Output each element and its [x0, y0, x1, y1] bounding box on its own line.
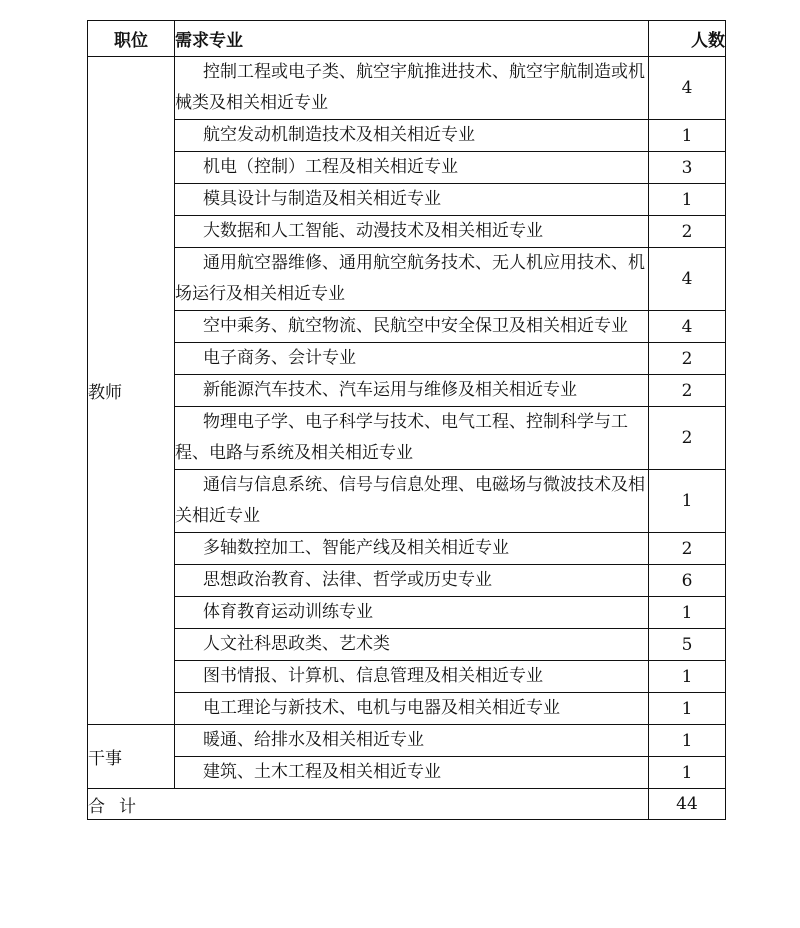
- major-cell: [175, 375, 649, 407]
- header-row: [88, 21, 726, 57]
- count-cell: 2: [649, 533, 726, 565]
- major-text: 控制工程或电子类、航空宇航推进技术、航空宇航制造或机械类及相关相近专业: [175, 62, 645, 113]
- table-row: [88, 57, 726, 120]
- count-cell: 2: [649, 216, 726, 248]
- major-cell: [175, 57, 649, 120]
- major-text: 图书情报、计算机、信息管理及相关相近专业: [203, 666, 543, 686]
- major-text: 空中乘务、航空物流、民航空中安全保卫及相关相近专业: [203, 316, 628, 336]
- table-row: [88, 597, 726, 629]
- major-text: 暖通、给排水及相关相近专业: [203, 730, 424, 750]
- count-cell: 2: [649, 407, 726, 470]
- major-cell: [175, 216, 649, 248]
- recruitment-table: [87, 20, 726, 820]
- count-cell: 1: [649, 184, 726, 216]
- count-cell: 5: [649, 629, 726, 661]
- count-cell: 1: [649, 757, 726, 789]
- major-header: 需求专业: [175, 21, 649, 57]
- count-cell: 1: [649, 661, 726, 693]
- table-row: [88, 184, 726, 216]
- count-cell: 1: [649, 470, 726, 533]
- major-cell: [175, 407, 649, 470]
- major-cell: [175, 470, 649, 533]
- count-cell: 4: [649, 57, 726, 120]
- count-header: 人数: [649, 21, 726, 57]
- total-label: 合计: [88, 789, 649, 820]
- table-row: [88, 757, 726, 789]
- table-row: [88, 693, 726, 725]
- position-cell: 干事: [88, 725, 175, 789]
- position-header: 职位: [88, 21, 175, 57]
- major-cell: [175, 248, 649, 311]
- major-text: 物理电子学、电子科学与技术、电气工程、控制科学与工程、电路与系统及相关相近专业: [175, 412, 628, 463]
- major-cell: [175, 343, 649, 375]
- count-cell: 2: [649, 343, 726, 375]
- major-cell: [175, 725, 649, 757]
- table-row: [88, 407, 726, 470]
- table-row: [88, 533, 726, 565]
- major-cell: [175, 311, 649, 343]
- table-row: [88, 470, 726, 533]
- major-text: 多轴数控加工、智能产线及相关相近专业: [203, 538, 509, 558]
- major-text: 体育教育运动训练专业: [203, 602, 373, 622]
- major-cell: [175, 533, 649, 565]
- table-row: [88, 725, 726, 757]
- table-row: [88, 565, 726, 597]
- table-row: [88, 629, 726, 661]
- count-cell: 4: [649, 248, 726, 311]
- major-text: 机电（控制）工程及相关相近专业: [203, 157, 458, 177]
- major-text: 航空发动机制造技术及相关相近专业: [203, 125, 475, 145]
- table-body: [88, 57, 726, 789]
- total-row: [88, 789, 726, 820]
- count-cell: 3: [649, 152, 726, 184]
- major-text: 新能源汽车技术、汽车运用与维修及相关相近专业: [203, 380, 577, 400]
- position-cell: 教师: [88, 57, 175, 725]
- count-cell: 1: [649, 725, 726, 757]
- table-row: [88, 311, 726, 343]
- count-cell: 2: [649, 375, 726, 407]
- major-text: 思想政治教育、法律、哲学或历史专业: [203, 570, 492, 590]
- major-text: 模具设计与制造及相关相近专业: [203, 189, 441, 209]
- major-cell: [175, 120, 649, 152]
- major-text: 大数据和人工智能、动漫技术及相关相近专业: [203, 221, 543, 241]
- major-text: 通用航空器维修、通用航空航务技术、无人机应用技术、机场运行及相关相近专业: [175, 253, 645, 304]
- table-row: [88, 152, 726, 184]
- major-text: 建筑、土木工程及相关相近专业: [203, 762, 441, 782]
- count-cell: 1: [649, 693, 726, 725]
- table-row: [88, 216, 726, 248]
- total-count: 44: [649, 789, 726, 820]
- major-text: 电工理论与新技术、电机与电器及相关相近专业: [203, 698, 560, 718]
- table-row: [88, 661, 726, 693]
- count-cell: 4: [649, 311, 726, 343]
- count-cell: 6: [649, 565, 726, 597]
- major-cell: [175, 565, 649, 597]
- major-text: 人文社科思政类、艺术类: [203, 634, 390, 654]
- table-row: [88, 375, 726, 407]
- major-cell: [175, 152, 649, 184]
- count-cell: 1: [649, 597, 726, 629]
- major-text: 通信与信息系统、信号与信息处理、电磁场与微波技术及相关相近专业: [175, 475, 645, 526]
- count-cell: 1: [649, 120, 726, 152]
- major-cell: [175, 184, 649, 216]
- table-row: [88, 343, 726, 375]
- table-row: [88, 248, 726, 311]
- major-text: 电子商务、会计专业: [203, 348, 356, 368]
- major-cell: [175, 629, 649, 661]
- major-cell: [175, 597, 649, 629]
- major-cell: [175, 757, 649, 789]
- major-cell: [175, 661, 649, 693]
- table-row: [88, 120, 726, 152]
- major-cell: [175, 693, 649, 725]
